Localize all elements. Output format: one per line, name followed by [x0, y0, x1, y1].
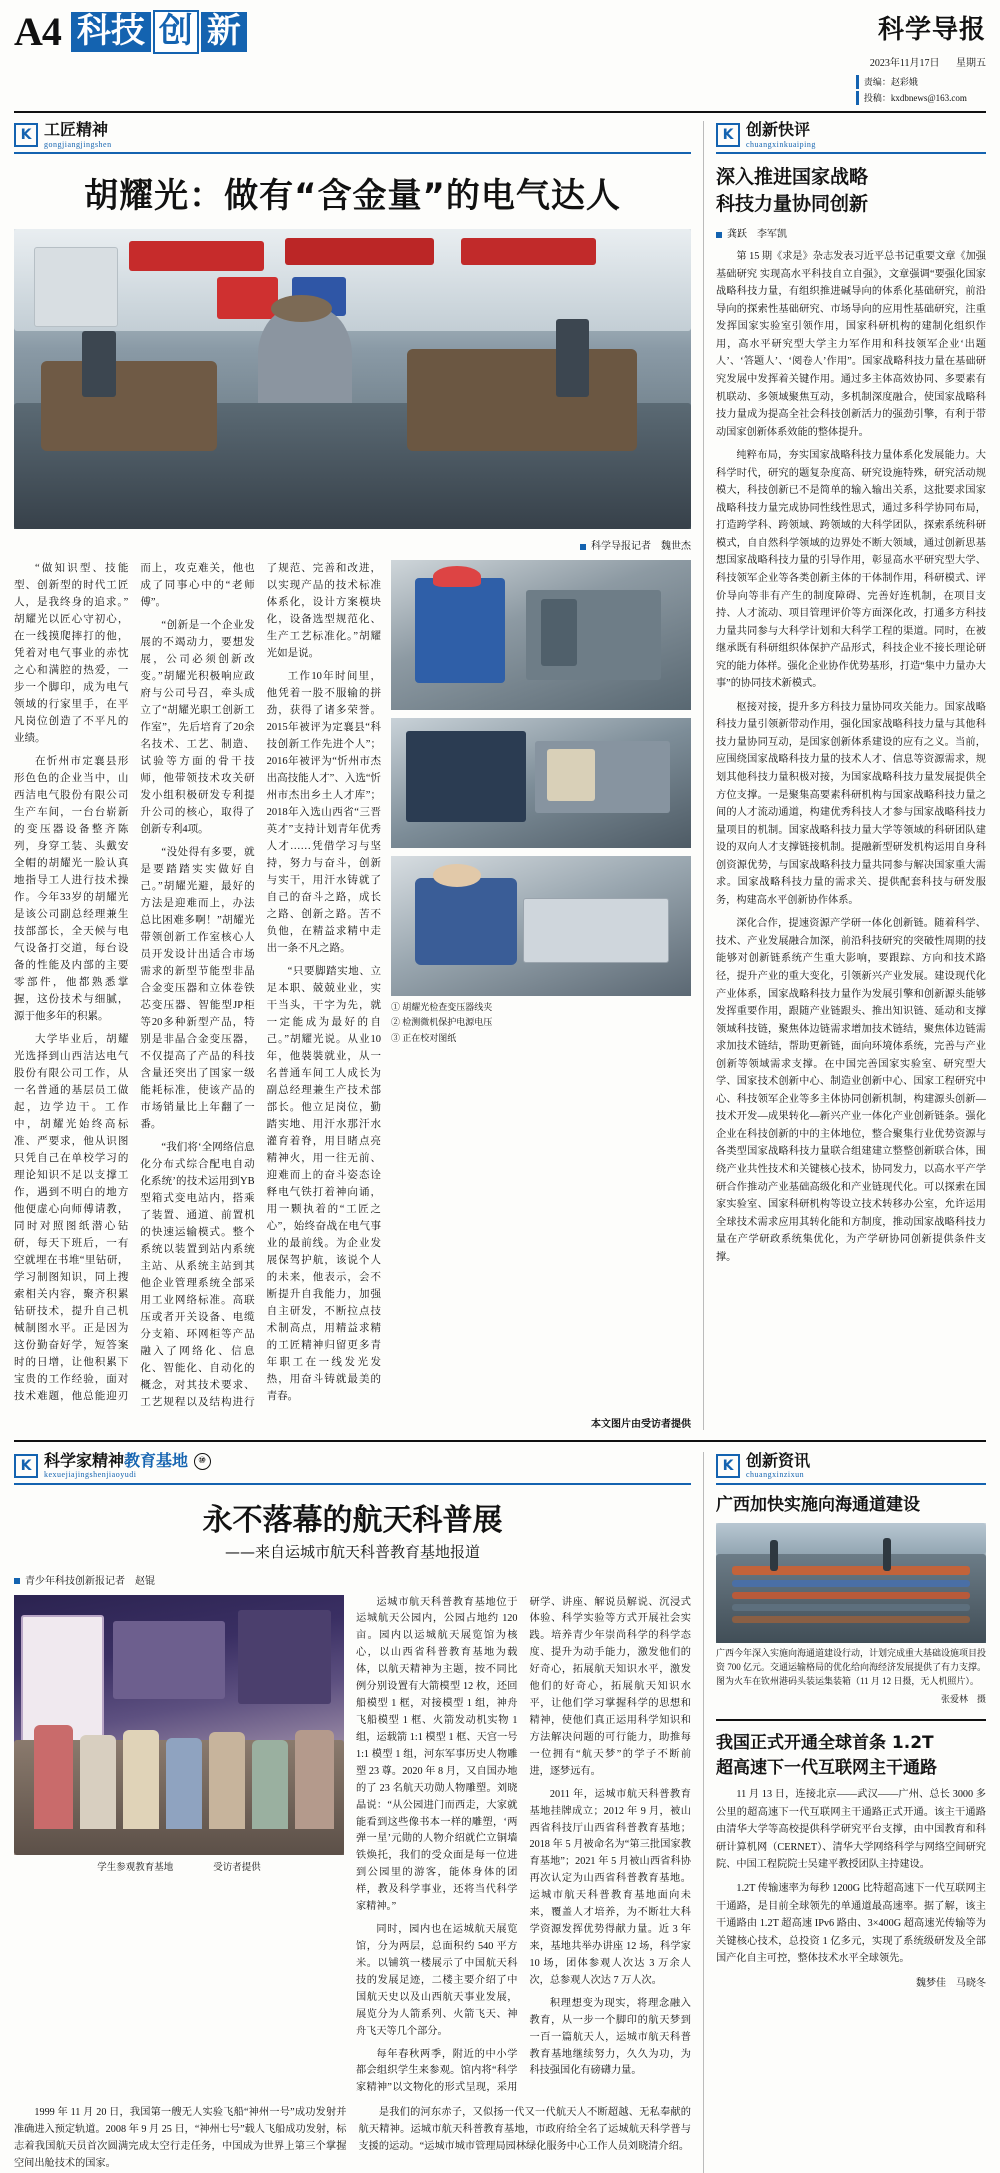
paragraph: 枢接对接，提升多方科技力量协同攻关能力。国家战略科技力量引领新带动作用，强化国家战略科技力量与其他科技力量协同互动，是国家创新体系建设的应有之义。当前，应围绕国家战略科技力量的技术人才、信息等资源需求，规划其他科技力量积极对接，为国家战略科技力量发展提供全方位支撑。一是聚集高要素科研机构与国家战略科技力量之间的人才流动通道，构建优秀科技人才参与国家战略科技力量项目的机制。国家战略科技力量大学等领域的科研团队建设的双向人才支撑链接机制。提融新型研发机构运用自身科创资源优势，与国家战略科技力量共同参与解决国家重大需求。国家战略科技力量的需求关、提供配套科技与研发服务，构建高水平创新协作体系。	[716, 701, 986, 906]
headline-line-2: 科技力量协同创新	[716, 192, 869, 215]
masthead-right	[856, 10, 986, 105]
series-number-badge: ⑩	[194, 1453, 211, 1470]
byline-text: 龚跃 李军凯	[727, 229, 787, 241]
news-signature: 魏梦佳 马晓冬	[916, 1977, 986, 1989]
section-pinyin: kexuejiajingshenjiaoyudi	[44, 1470, 137, 1480]
divider	[716, 1719, 986, 1721]
article-chuangxinzixun	[704, 1452, 986, 2173]
photo-caption-3: ③ 正在校对图纸	[391, 1032, 457, 1043]
paragraph: 1.2T 传输速率为每秒 1200G 比特超高速下一代互联网主干通路，是目前全球领先的单通道最高速率。据了解，该主干通路由 1.2T 超高速 IPv6 路由、3×400G 超高速光传输等为关键核心技术，总投资 1 亿多元，实现了系统级研发及全部国产化自主可控，整体技术水平全球领先。	[716, 1883, 986, 1965]
photo-caption-list	[391, 1000, 691, 1045]
section-pinyin: gongjiangjingshen	[44, 139, 112, 149]
photo-check-drawings	[391, 856, 691, 996]
paragraph: 深化合作，提速资源产学研一体化创新链。随着科学、技术、产业发展融合加深，前沿科技研究的突破性周期的技能够对创新链系统产生重大影响，要跟踪、方向和技术路径，提升产业的重大变化，引领新兴产业发展。建设现代化产业体系，国家战略科技力量作为发展引擎和创新源头能够发挥重要作用，跟随产业链跟头、推出知识链、延动和支撑领域科技链，聚焦体边链需求增加技术链结，聚焦体边链需求加技术链结，帮助更新链，面向环境体系统，完善与产业创新等领域需求支撑。在中国完善国家实验室、研究型大学、国家技术创新中心、制造业创新中心、国家工程研究中心、科技领军企业等多主体协同创新机制，构建源头创新—技术开发—成果转化—新兴产业一体化产业创新链条。强化企业在科技创新的中的主体地位，整合聚集行业优势资源与各类型国家战略科技力量联合组建建立整整创新联合体，围绕产业共性技术和关键核心技术，协同发力，以高水平产学研合作推动产业基础高级化和产业链现代化。可以探索在国家实验室、国家科研机构等设立技术转移办公室，允许运用全球技术需求应用其转化能和方制度，推动国家战略科技力量在产学研政系统集优化，为产学研协同创新提供条件支撑。	[716, 918, 986, 1263]
paper-name: 科学导报	[877, 15, 986, 45]
headline-line-1: 深入推进国家战略	[716, 165, 869, 188]
paragraph: 同时，园内也在运城航天展览馆，分为两层，总面积约 540 平方米。以铺筑一楼展示了中国航天科技的发展足迹，二楼主要介绍了中国航天史以及山西航天事业发展，展览分为人箭系列、火箭飞天、神舟飞天等几个部分。	[356, 1924, 518, 2037]
byline-marker-icon	[14, 1578, 20, 1584]
section-title-text: 科学家精神	[44, 1450, 125, 1470]
section-logo-chuang: 创	[153, 10, 199, 54]
photo-caption: 学生参观教育基地	[97, 1862, 174, 1873]
masthead-date-row	[856, 56, 986, 72]
news-headline-line-1: 我国正式开通全球首条 1.2T	[716, 1732, 934, 1753]
article-gongjiangjingshen	[14, 121, 704, 1430]
paragraph: 第 15 期《求是》杂志发表习近平总书记重要文章《加强基础研究 实现高水平科技自立自强》，文章强调“要强化国家战略科技力量，有组织推进碱导向的体系化基础研究，前沿导向的探索性基础研究、市场导向的应用性基础研究，注重发挥国家实验室引领作用，国家科研机构的建制化组织作用，高水平研究型大学主力军作用和科技领军企业‘出题人’、‘答题人’、‘阅卷人’作用”。国家战略科技力量在基础研究发展中发挥着关键作用。通过多主体高效协同、多要素有机联动、多领域聚焦互动，多机制深度融合，使国家战略科技力量成为提高全社会科技创新活力的强劲引擎，有利于带动国家创新体系效能的整体提升。	[716, 251, 986, 438]
paragraph: 运城市航天科普教育基地位于运城航天公园内，公园占地约 120 亩。园内以运城航天展览馆为核心，以山西省科普教育基地为载体，以航天精神为主题，按不同比例分别设置有大箭模型 12 枚，还回船模型 1 框，对接模型 1 组，神舟飞船模型 1 框、火箭发动机实物 1 组，运载箭 1:1 模型 1 框、天宫一号 1:1 模型 1 组，河东军事历史人物雕塑 23 尊。2020 年 8 月，又自国办地的了 23 名航天功勋人物雕塑。刘晓晶说：“从公园进门而西走，大家就能看到这些像书本一样的雕塑，‘两弹一星’元勋的人物介绍就伫立铜墙铁焕托，我们的受众面是每一位进到公园里的游客，能体身体的团样，教及科学事业，还将当代科学家精神。”	[356, 1596, 518, 1913]
news-headline-guangxi: 广西加快实施向海通道建设	[716, 1494, 920, 1515]
photo-caption-1: ① 胡耀光检查变压器线夹	[391, 1001, 493, 1012]
k-logo-icon: K	[716, 1454, 740, 1478]
byline-marker-icon	[716, 232, 722, 238]
paragraph: 在忻州市定襄县形形色色的企业当中，山西洁电气股份有限公司生产车间，一台台崭新的变压器设备整齐陈列，身穿工装、头戴安全帽的胡耀光一脸认真地指导工人进行技术操作。今年33岁的胡耀光是该公司副总经理兼生技部部长，全天候与电气设备打交道，每台设备的性能及内部的主要零部件，他都熟悉掌握，这份技术与细腻，源于他多年的积累。	[14, 755, 129, 1022]
paragraph: 大学毕业后，胡耀光选择到山西洁达电气股份有限公司工作，从一名普通的基层员工做起，边学边干。工作中，胡耀光始终高标准、严要求，他从识图只凭自己在单校学习的理论知识不足以支撑工作，遇到不明白的地方他便虚心向师傅请教，同时对照图纸潜心钻研，每天下班后，一有空就埋在书堆“里钻研，学习制图知识，同上搜索相关内容，聚齐积累钻研技术，提升自己机械制图水平。正是因为这份勤奋好学，短答案时的日增，让他积累下宝贵的工作经验，面对技术难题，他总能迎刃而上，攻克难关，他也成了同事心中的“老师傅”。	[14, 562, 255, 1402]
photo-measure-voltage	[391, 718, 691, 848]
byline-text: 科学导报记者 魏世杰	[591, 540, 691, 552]
page-number: A4	[14, 8, 61, 54]
article3-headline: 永不落幕的航天科普展	[202, 1502, 503, 1538]
bottom-row	[14, 1440, 986, 2173]
paragraph: 1999 年 11 月 20 日，我国第一艘无人实验飞船“神州一号”成功发射并准确进入预定轨道。2008 年 9 月 25 日，“神州七号”载人飞船成功发射，标志着我国航天员首次圆满完成太空行走任务，中国成为世界上第三个掌握空间出舱技术的国家。	[14, 2107, 347, 2170]
photo-caption-2: ② 检测微机保护电源电压	[391, 1017, 493, 1028]
article3-byline	[14, 1572, 691, 1587]
section-header-news	[716, 1452, 986, 1485]
photo-main-workshop	[14, 229, 691, 529]
paragraph: 11 月 13 日，连接北京——武汉——广州、总长 3000 多公里的超高速下一代互联网主干通路正式开通。该主干通路由清华大学等高校提供科学研究平台支撑，由中国教育和科研计算机网（CERNET）、清华大学网络科学与网络空间研究院、中国工程院院士吴建平教授团队主持建设。	[716, 1789, 986, 1871]
email-line: 投稿：kxdbnews@163.com	[856, 91, 986, 105]
news-body	[716, 1786, 986, 1967]
masthead	[14, 10, 986, 113]
photo-qinzhou-port	[716, 1523, 986, 1643]
paragraph: “没处得有多要，就是要踏踏实实做好自己。”胡耀光避，最好的方法是迎难而上，办法总比困难多啊！”胡耀光带领创新工作室核心人员开发设计出适合市场需求的新型节能型非晶合金变压器和立体卷铁芯变压器、智能型JP柜等20多种新型产品，特别是非晶合金变压器，不仅提高了产品的科技含量还突出了国家一级能耗标准，使该产品的市场销量比上年翻了一番。	[140, 846, 255, 1130]
section-logo-keji: 科技	[71, 12, 151, 52]
top-row	[14, 121, 986, 1430]
side-figures	[391, 560, 691, 1046]
paragraph: 积理想变为现实，将理念融入教育，从一步一个脚印的航天梦到一百一篇航天人，运城市航天科普教育基地继续努力，久久为功，为科技强国化有磅礴力量。	[529, 1997, 691, 2077]
section-title-text: 创新快评	[746, 120, 811, 140]
section-logo-xin: 新	[201, 12, 247, 52]
section-pinyin: chuangxinkuaiping	[746, 139, 816, 149]
publish-date: 2023年11月17日	[869, 57, 940, 69]
section-pinyin: chuangxinzixun	[746, 1470, 805, 1480]
paragraph: 纯粹布局，夯实国家战略科技力量体系化发展能力。大科学时代，研究的题复杂度高、研究设施特殊，研究活动规模大，科技创新已不是简单的输入输出关系，这批要求国家战略科技力量完成协同性线性思式，通过多科学协同布局，打造跨学科、跨领域、跨领域的大科学团队，探索系统科研模式，自自然科学领域的边界处不断大领域，通过创新思基想国家战略科技力量的引导作用，彰显高水平研究型大学、科技领军企业等各类创新主体的干体制作用，科研模式、评价导向等非有产生的制度障碍、完善好连机制，在项目支持、人才流动、项目管理评价等方面深化改，打通多方科技力量共同参与大科学计划和大科学工程的渠道。同时，在被继承既有科研组织体保护产品形式，科技企业不接长理论研究的能力体样。强化企业协作优势基形，打造“集中力量办大事”的协同技术新模式。	[716, 450, 986, 690]
photo-credit-port: 张爱林 摄	[940, 1693, 986, 1704]
news-headline-network	[716, 1731, 986, 1780]
paragraph: “只要脚踏实地、立足本职、兢兢业业，实干当头，干字为先，就一定能成为最好的自己。”胡耀光说。从业10年，他裝裝就业，从一名普通车间工人成长为副总经理兼生产技术部部长。他立足岗位，勤踏实地、用汗水那汗水灌育着脊，用目睹点亮精神火，用一往无前、迎难而上的奋斗姿态诠释电气铁打着神向诵，用一颗执着的“工匠之心”，始终奋战在电气事业的最前线。为企业发展保驾护航，该说个人的未来，他表示，会不断提升自我能力，加强自主研发，不断拉点技术制高点，用精益求精的工匠精神归留更多青年职工在一线发光发热，用奋斗铸就最美的青春。	[266, 965, 381, 1402]
commentary-headline	[716, 164, 986, 217]
section-title: 工匠精神	[44, 120, 109, 140]
section-logo	[71, 10, 247, 54]
byline-marker-icon	[580, 544, 586, 550]
k-logo-icon: K	[716, 123, 740, 147]
masthead-left	[14, 10, 247, 54]
photo-inspect-transformer	[391, 560, 691, 710]
article-kexuejiajingshen	[14, 1452, 704, 2173]
section-header-commentary	[716, 121, 986, 154]
photo-credit: 受访者提供	[213, 1862, 261, 1873]
byline-text: 青少年科技创新报记者 赵锟	[25, 1575, 155, 1587]
paragraph: 2011 年，运城市航天科普教育基地挂牌成立；2012 年 9 月，被山西省科技厅山西省科普教育基地；2018 年 5 月被命名为“第三批国家教育基地”；2021 年 5 月被山西省科协再次认定为山西省科普教育基地。运城市航天科普教育基地面向未来，覆盖人才培养，为不断壮大科学资源发挥优势得献力量。近 3 年来，基地共举办讲座 12 场，科学家 10 场，团体参观人次达 3 万余人次，总参观人次达 7 万人次。	[529, 1788, 691, 1986]
article-chuangxinkuaiping	[704, 121, 986, 1430]
paragraph: “创新是一个企业发展的不竭动力，要想发展，公司必须创新改变。”胡耀光积极响应政府与公司号召，牵头成立了“胡耀光职工创新工作室”，先后培育了20余名技术、工艺、制造、试验等方面的骨干技师，他带领技术攻关研发小组积极研发专利提升公司的核心，取得了创新专利4项。	[140, 619, 255, 835]
article-byline	[14, 537, 691, 552]
paragraph: 工作10年时间里，他凭着一股不服输的拼劲，获得了诸多荣誉。2015年被评为定襄县“科技创新工作先进个人”；2016年被评为“忻州市杰出高技能人才”、入选“忻州市杰出乡土人才库”；2018年入选山西省“三晋英才”支持计划青年优秀人才……凭借学习与坚持，努力与奋斗，创新与实干，用汗水铸就了自己的奋斗之路，成长之路、创新之路。苦不负他，在精益求精中走出一条不凡之路。	[266, 670, 381, 954]
commentary-byline	[716, 225, 986, 240]
section-header-scientist-spirit	[14, 1452, 691, 1485]
section-title	[746, 121, 816, 139]
photo-caption-port: 广西今年深入实施向海通道建设行动，计划完成重大基础设施项目投资 700 亿元。交通运输格局的优化给向海经济发展提供了有力支撑。图为火车在钦州港码头装运集装箱（11 月 12 日摄，无人机照片）。	[716, 1648, 987, 1687]
article-headline: 胡耀光：做有“含金量”的电气达人	[84, 175, 621, 216]
article3-subhead: ——来自运城市航天科普教育基地报道	[224, 1542, 480, 1561]
photo-credit: 本文图片由受访者提供	[591, 1418, 691, 1430]
section-subtitle-text: 教育基地	[124, 1450, 189, 1470]
paragraph: “我们将‘全网络信息化分布式综合配电自动化系统’的技术运用到YB型箱式变电站内，搭乘了装置、通道、前置机的快速运输模式。整个系统以装置到站内系统主站、从系统主站到其他企业管理系统全部采用工业网络标准。高联压或者开关设备、电缆分支箱、环网柜等产品融入了网络化、信息化、智能化、自动化的概念，对其技术要求、工艺规程以及结构进行了规范、完善和改进，以实现产品的技术标准体系化，设计方案模块化，设备选型规范化、生产工艺标准化。”胡耀光如是说。	[140, 562, 381, 1408]
commentary-body	[716, 248, 986, 1266]
weekday: 星期五	[956, 57, 986, 69]
article3-photo-captions	[14, 1859, 344, 1873]
section-title	[44, 1452, 211, 1470]
section-header-craftsman	[14, 121, 691, 154]
article3-body-bottom	[14, 2105, 691, 2173]
paragraph: 是我们的河东赤子，又似扬一代又一代航天人不断超越、无私奉献的航天精神。运城市航天科普教育基地，市政府给全名了运城航天科学普与支援的运动。“运城市城市管理局园林绿化服务中心工作人员刘晓清介绍。	[358, 2107, 691, 2153]
editor-line: 责编：赵彩娥	[856, 75, 986, 89]
news-headline-line-2: 超高速下一代互联网主干通路	[716, 1757, 937, 1778]
paragraph: “做知识型、技能型、创新型的时代工匠人，是我终身的追求。”胡耀光以匠心守初心，在一线摸爬摔打的他，凭着对电气事业的赤忱之心和满腔的热爱，一步一个脚印，成为电气领域的行家里手，在平凡岗位创造了不平凡的业绩。	[14, 562, 129, 744]
k-logo-icon: K	[14, 1454, 38, 1478]
article3-body-top	[356, 1595, 691, 2098]
k-logo-icon: K	[14, 123, 38, 147]
article-body	[14, 560, 381, 1411]
photo-exhibition-visit	[14, 1595, 344, 1855]
section-title: 创新资讯	[746, 1450, 811, 1470]
paragraph: 每年春秋两季，附近的中小学都会组织学生来参观。馆内将“科学家精神”以文物化的形式呈现，采用研学、讲座、解说员解说、沉浸式体验、科学实验等方式开展社会实践。培养青少年崇尚科学的科学态度、提升为动手能力，激发他们的好奇心，拓展航天知识水平，激发他们的好奇心，拓展航天知识水平，让他们学习掌握科学的思想和精神，使他们真正运用科学知识和方法解决问题的可行能力，助推每一位拥有“航天梦”的学子不断前进，逐梦远有。	[356, 1596, 691, 2094]
